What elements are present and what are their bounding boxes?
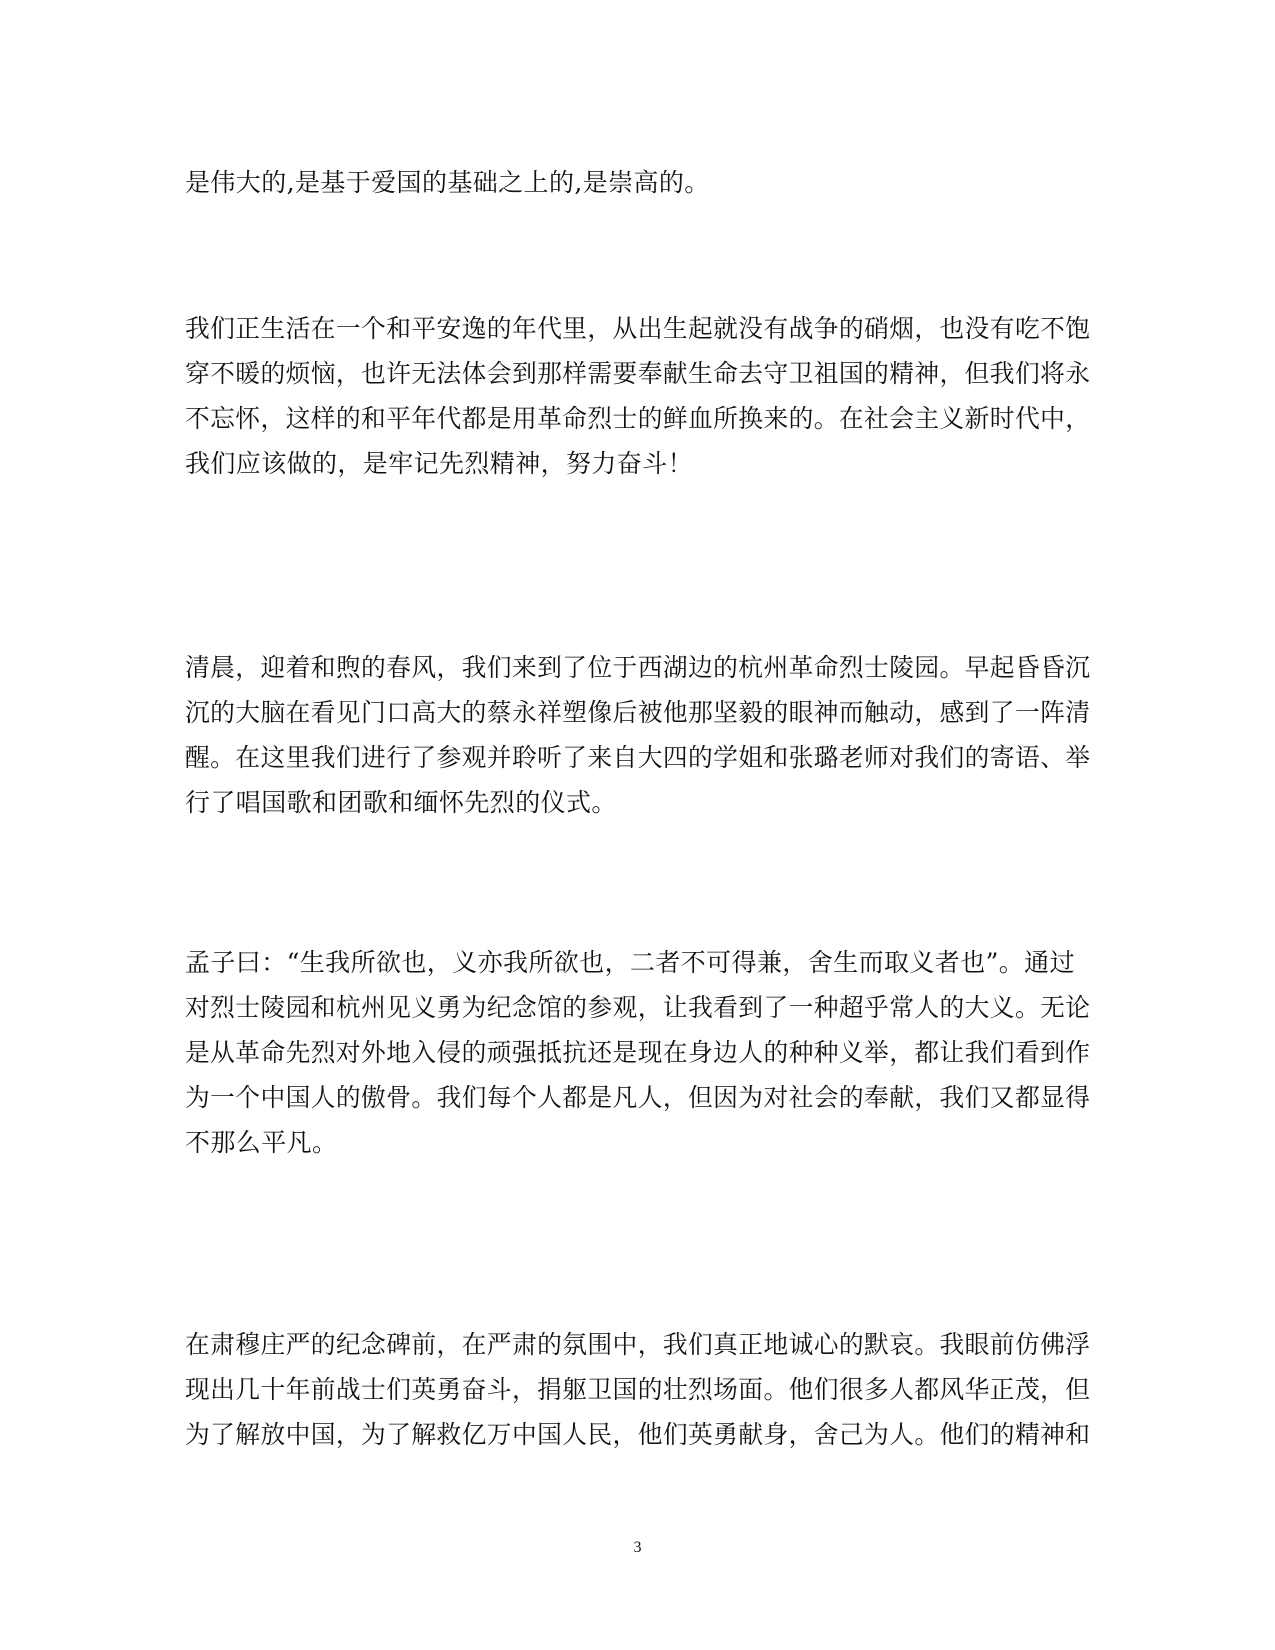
text-line: 为一个中国人的傲骨。我们每个人都是凡人，但因为对社会的奉献，我们又都显得 bbox=[185, 1083, 1091, 1112]
paragraph-2 bbox=[185, 306, 1090, 486]
text-line: 在肃穆庄严的纪念碑前，在严肃的氛围中，我们真正地诚心的默哀。我眼前仿佛浮 bbox=[185, 1330, 1091, 1359]
text-line: 不忘怀，这样的和平年代都是用革命烈士的鲜血所换来的。在社会主义新时代中， bbox=[185, 404, 1091, 433]
text-line: 醒。在这里我们进行了参观并聆听了来自大四的学姐和张璐老师对我们的寄语、举 bbox=[185, 743, 1091, 772]
text-line: 现出几十年前战士们英勇奋斗，捐躯卫国的壮烈场面。他们很多人都风华正茂，但 bbox=[185, 1375, 1091, 1404]
text-line: 清晨，迎着和煦的春风，我们来到了位于西湖边的杭州革命烈士陵园。早起昏昏沉 bbox=[185, 653, 1091, 682]
text-line: 是伟大的,是基于爱国的基础之上的,是崇高的。 bbox=[185, 168, 710, 197]
text-line: 穿不暖的烦恼，也许无法体会到那样需要奉献生命去守卫祖国的精神，但我们将永 bbox=[185, 359, 1091, 388]
text-line: 我们应该做的，是牢记先烈精神，努力奋斗！ bbox=[185, 449, 694, 478]
text-line: 孟子曰：“生我所欲也，义亦我所欲也，二者不可得兼，舍生而取义者也”。通过 bbox=[185, 948, 1075, 977]
paragraph-5 bbox=[185, 1322, 1090, 1457]
text-line: 对烈士陵园和杭州见义勇为纪念馆的参观，让我看到了一种超乎常人的大义。无论 bbox=[185, 993, 1091, 1022]
text-line: 我们正生活在一个和平安逸的年代里，从出生起就没有战争的硝烟，也没有吃不饱 bbox=[185, 314, 1091, 343]
text-line: 不那么平凡。 bbox=[185, 1128, 338, 1157]
text-line: 为了解放中国，为了解救亿万中国人民，他们英勇献身，舍己为人。他们的精神和 bbox=[185, 1420, 1091, 1449]
paragraph-3 bbox=[185, 645, 1090, 825]
text-line: 是从革命先烈对外地入侵的顽强抵抗还是现在身边人的种种义举，都让我们看到作 bbox=[185, 1038, 1091, 1067]
page-number: 3 bbox=[633, 1539, 642, 1556]
paragraph-1 bbox=[185, 160, 1090, 205]
text-line: 沉的大脑在看见门口高大的蔡永祥塑像后被他那坚毅的眼神而触动，感到了一阵清 bbox=[185, 698, 1091, 727]
text-line: 行了唱国歌和团歌和缅怀先烈的仪式。 bbox=[185, 788, 617, 817]
paragraph-4 bbox=[185, 940, 1090, 1165]
